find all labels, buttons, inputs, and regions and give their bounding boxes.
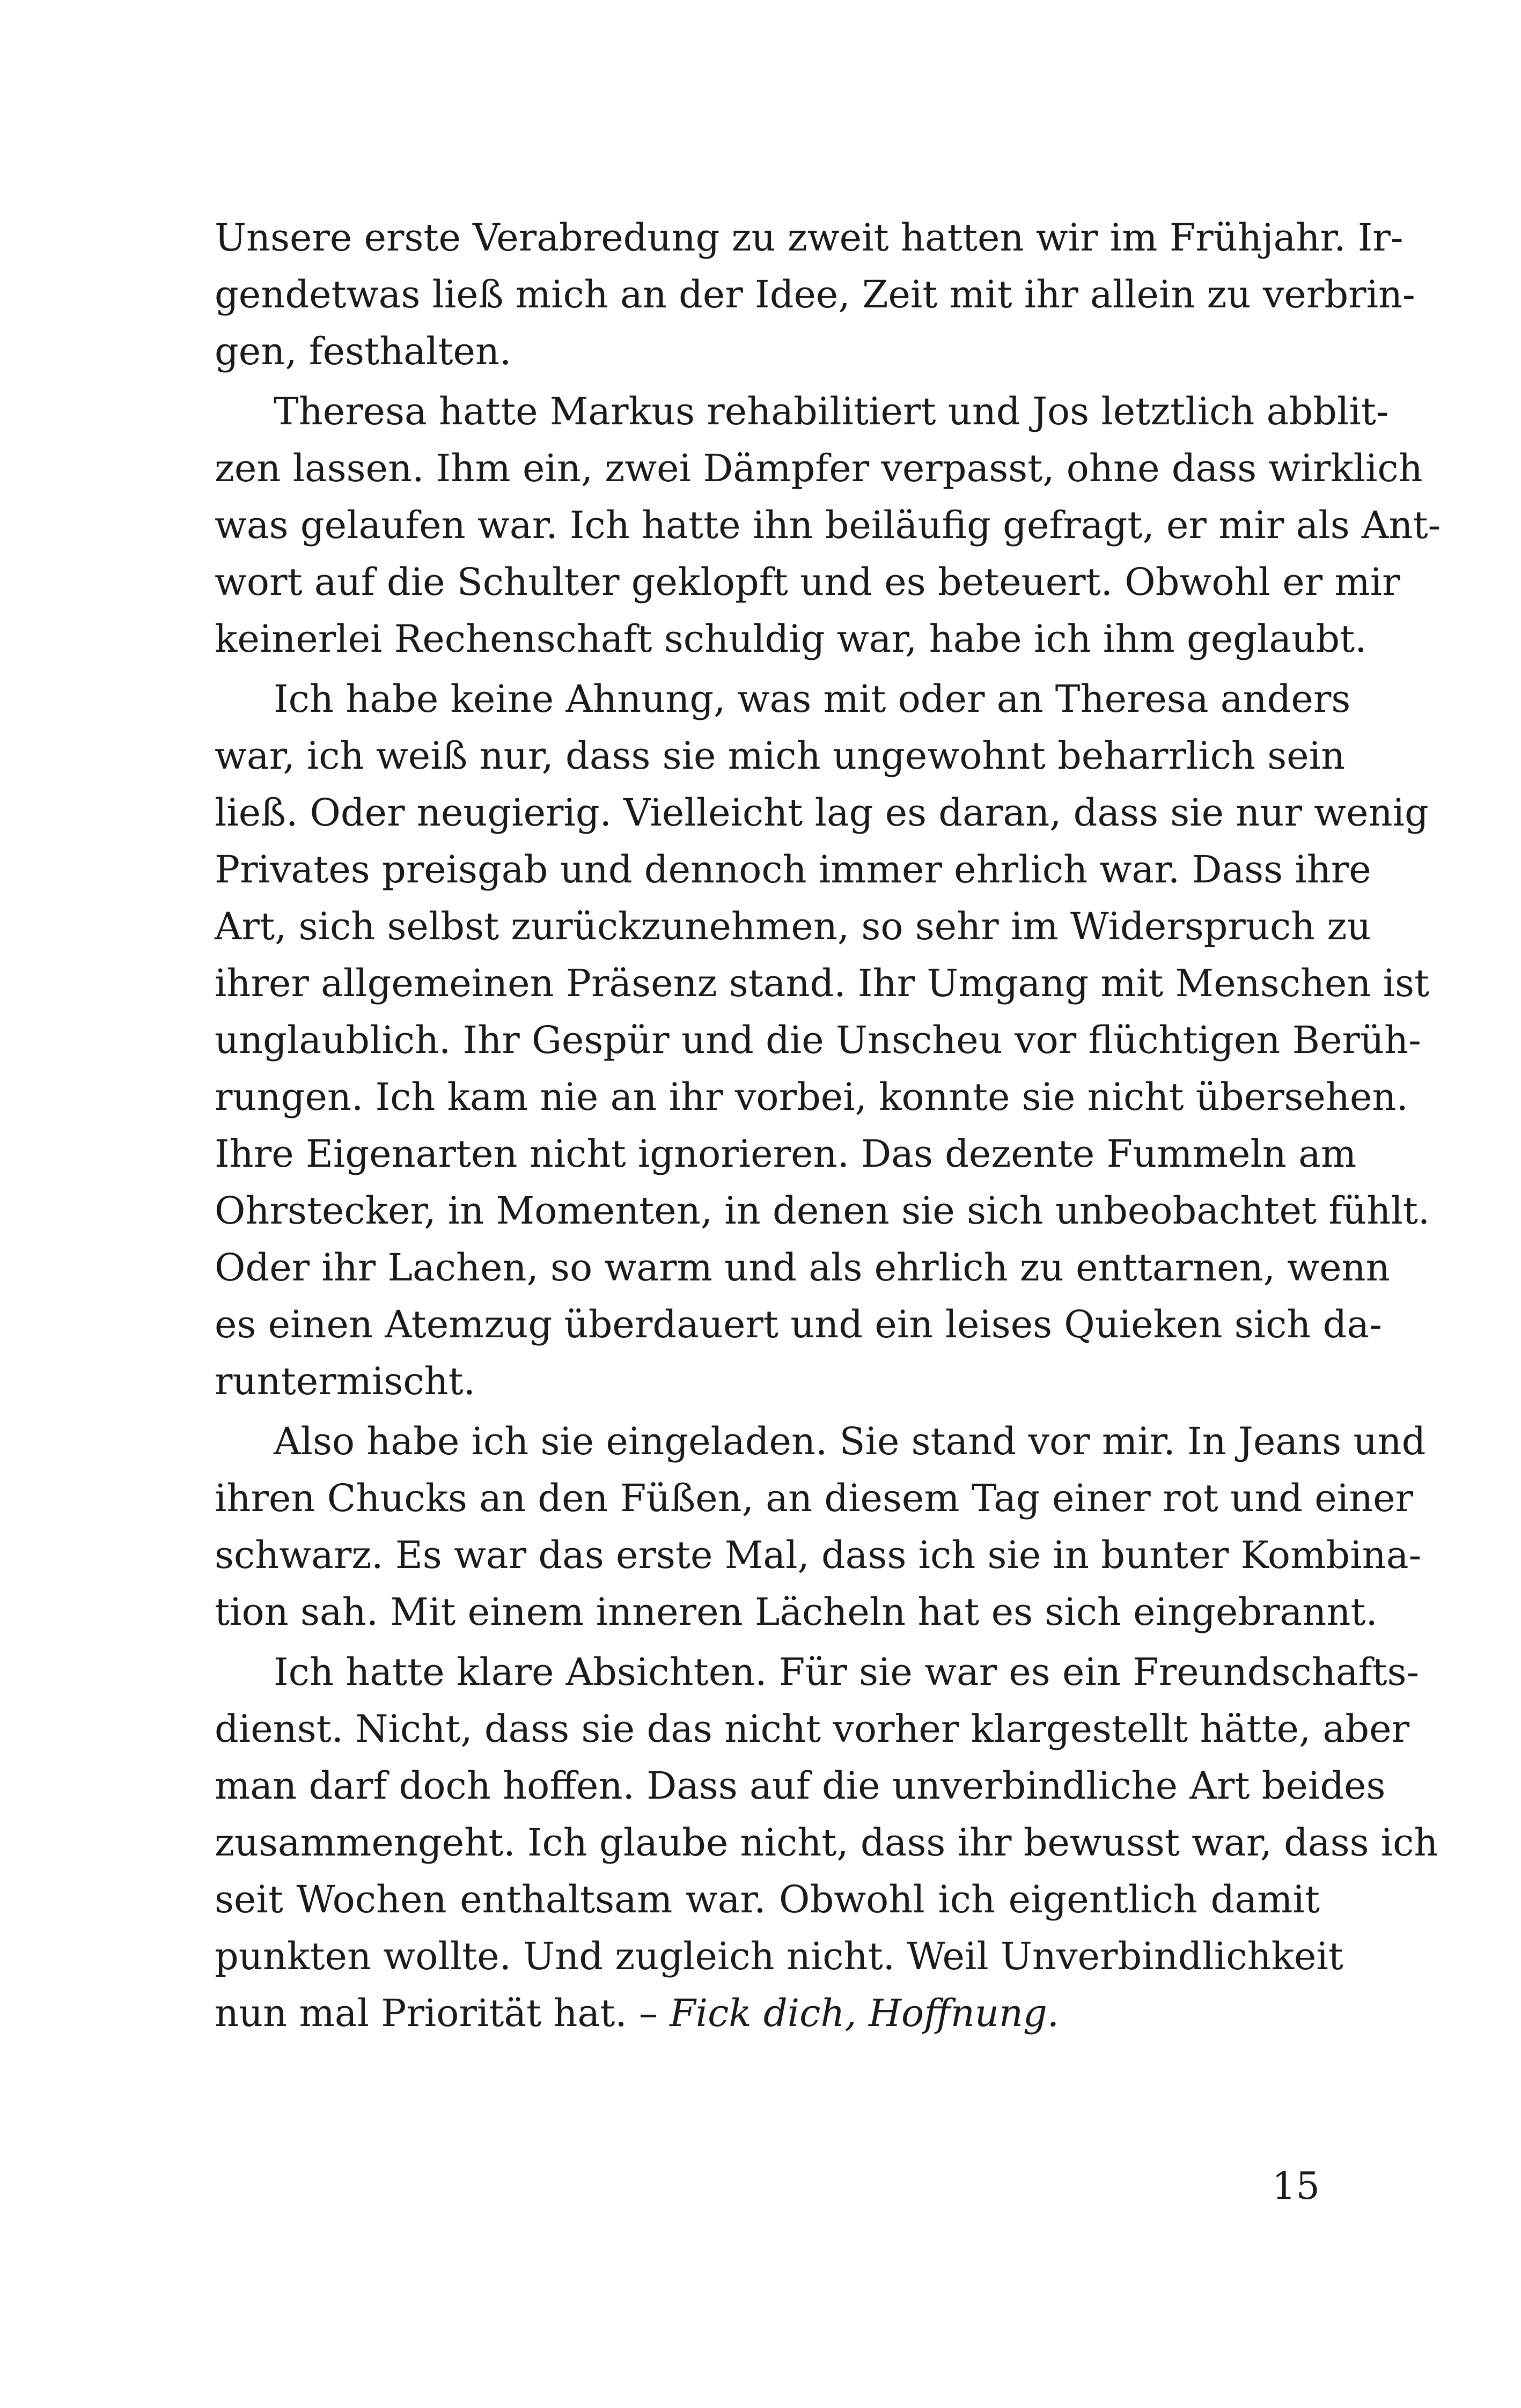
text-line: Theresa hatte Markus rehabilitiert und Jos letztlich abblit- bbox=[274, 389, 1389, 433]
paragraph bbox=[215, 209, 1415, 380]
text-line: zen lassen. Ihm ein, zwei Dämpfer verpasst, ohne dass wirklich bbox=[215, 446, 1423, 490]
text-line: dienst. Nicht, dass sie das nicht vorher klargestellt hätte, aber bbox=[215, 1707, 1409, 1751]
paragraph bbox=[215, 1413, 1426, 1640]
text-line-roman: nun mal Priorität hat. – bbox=[215, 1991, 670, 2035]
text-line: Ohrstecker, in Momenten, in denen sie sich unbeobachtet fühlt. bbox=[215, 1189, 1430, 1233]
text-line: keinerlei Rechenschaft schuldig war, habe ich ihm geglaubt. bbox=[215, 617, 1367, 661]
text-line: gendetwas ließ mich an der Idee, Zeit mit ihr allein zu verbrin- bbox=[215, 273, 1415, 316]
page-number: 15 bbox=[1272, 2164, 1320, 2208]
text-line: man darf doch hoffen. Dass auf die unverbindliche Art beides bbox=[215, 1764, 1386, 1808]
text-line: Oder ihr Lachen, so warm und als ehrlich zu enttarnen, wenn bbox=[215, 1246, 1390, 1290]
book-page-body bbox=[215, 209, 1441, 2042]
text-line: tion sah. Mit einem inneren Lächeln hat es sich eingebrannt. bbox=[215, 1590, 1378, 1634]
text-line: es einen Atemzug überdauert und ein leises Quieken sich da- bbox=[215, 1302, 1382, 1346]
text-line: Also habe ich sie eingeladen. Sie stand vor mir. In Jeans und bbox=[274, 1419, 1426, 1463]
text-line: punkten wollte. Und zugleich nicht. Weil Unverbindlichkeit bbox=[215, 1934, 1343, 1978]
text-line: rungen. Ich kam nie an ihr vorbei, konnte sie nicht übersehen. bbox=[215, 1075, 1408, 1119]
text-line: was gelaufen war. Ich hatte ihn beiläufig gefragt, er mir als Ant- bbox=[215, 503, 1441, 547]
text-line: Art, sich selbst zurückzunehmen, so sehr im Widerspruch zu bbox=[215, 904, 1371, 948]
text-line: seit Wochen enthaltsam war. Obwohl ich eigentlich damit bbox=[215, 1877, 1320, 1921]
paragraph bbox=[215, 1644, 1438, 2042]
paragraph bbox=[215, 383, 1441, 667]
text-line: schwarz. Es war das erste Mal, dass ich sie in bunter Kombina- bbox=[215, 1533, 1422, 1577]
text-line: ihrer allgemeinen Präsenz stand. Ihr Umgang mit Menschen ist bbox=[215, 961, 1430, 1005]
text-line: ließ. Oder neugierig. Vielleicht lag es daran, dass sie nur wenig bbox=[215, 791, 1429, 835]
text-line: Ich habe keine Ahnung, was mit oder an Theresa anders bbox=[274, 677, 1351, 721]
text-line: Ich hatte klare Absichten. Für sie war es ein Freundschafts- bbox=[274, 1650, 1420, 1694]
text-line: Privates preisgab und dennoch immer ehrlich war. Dass ihre bbox=[215, 848, 1371, 892]
text-line-italic: Fick dich, Hoffnung. bbox=[670, 1991, 1060, 2035]
paragraph bbox=[215, 671, 1430, 1410]
text-line: gen, festhalten. bbox=[215, 329, 512, 373]
text-line: zusammengeht. Ich glaube nicht, dass ihr bewusst war, dass ich bbox=[215, 1821, 1438, 1865]
text-line: wort auf die Schulter geklopft und es beteuert. Obwohl er mir bbox=[215, 560, 1400, 604]
text-line: Ihre Eigenarten nicht ignorieren. Das dezente Fummeln am bbox=[215, 1132, 1357, 1176]
text-line: Unsere erste Verabredung zu zweit hatten wir im Frühjahr. Ir- bbox=[215, 216, 1404, 260]
text-line: ihren Chucks an den Füßen, an diesem Tag einer rot und einer bbox=[215, 1476, 1414, 1520]
text-line: war, ich weiß nur, dass sie mich ungewohnt beharrlich sein bbox=[215, 734, 1346, 778]
text-line: unglaublich. Ihr Gespür und die Unscheu vor flüchtigen Berüh- bbox=[215, 1018, 1421, 1062]
text-line bbox=[215, 1985, 1320, 2042]
text-line: runtermischt. bbox=[215, 1359, 476, 1403]
